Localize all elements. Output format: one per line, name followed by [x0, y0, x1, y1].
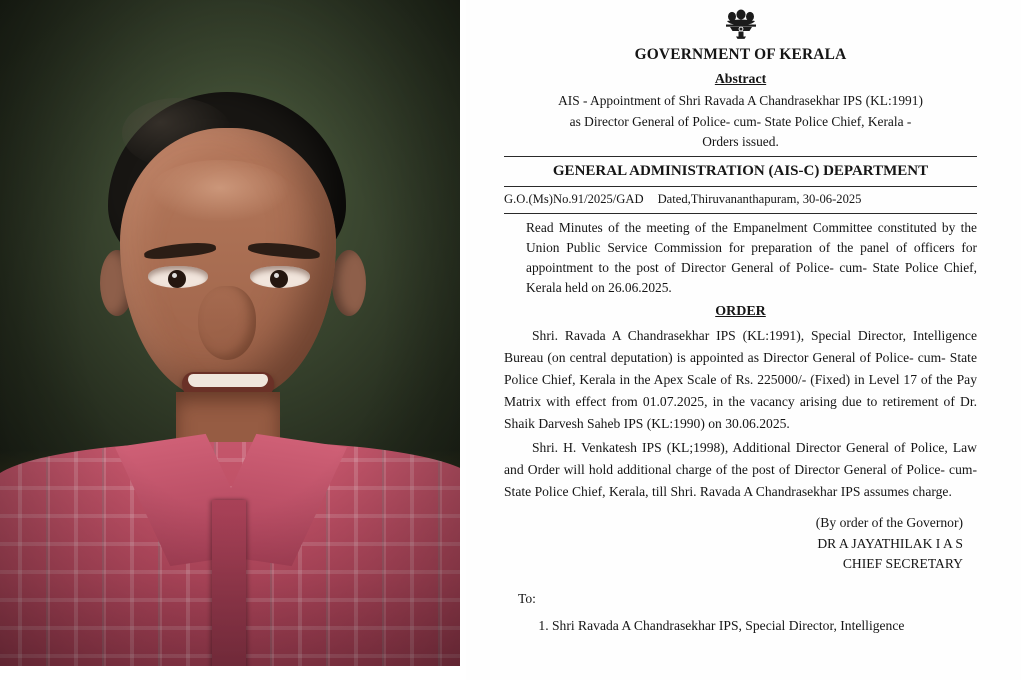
order-paragraph-1: Shri. Ravada A Chandrasekhar IPS (KL:1991), Special Director, Intelligence Bureau (on central deputation) is appointed as Director General of Police- cum- State Police Chief, Kerala in the Apex Scale of Rs. 225000/- (Fixed) in Level 17 of the Pay Matrix with effect from 01.07.2025, in the vacancy arising due to retirement of Dr. Shaik Darvesh Saheb IPS (KL:1990) on 30.06.2025.	[504, 328, 977, 432]
divider-top	[504, 156, 977, 157]
order-paragraph-2: Shri. H. Venkatesh IPS (KL;1998), Additional Director General of Police, Law and Order will hold additional charge of the post of Director General of Police- cum- State Police Chief, Kerala, till Shri. Ravada A Chandrasekhar IPS assumes charge.	[504, 440, 977, 500]
abstract-line-2: as Director General of Police- cum- State Police Chief, Kerala -	[569, 113, 912, 129]
department-heading: GENERAL ADMINISTRATION (AIS-C) DEPARTMENT	[552, 162, 929, 179]
go-date: Dated,Thiruvananthapuram, 30-06-2025	[657, 192, 862, 207]
abstract-line-3: Orders issued.	[702, 133, 779, 149]
signature-line-3: CHIEF SECRETARY	[842, 556, 963, 572]
list-item: 1. Shri Ravada A Chandrasekhar IPS, Special Director, Intelligence	[552, 616, 977, 635]
officer-photo	[0, 0, 466, 680]
photo-bottom-margin	[0, 666, 466, 680]
read-block: Read Minutes of the meeting of the Empanelment Committee constituted by the Union Public Service Commission for preparation of the panel of officers for appointment to the post of Director General of Police- cum- State Police Chief, Kerala held on 26.06.2025.	[526, 219, 977, 296]
signature-block	[504, 513, 977, 574]
to-label: To:	[518, 590, 536, 606]
page-title: GOVERNMENT OF KERALA	[634, 46, 847, 63]
abstract-body	[504, 91, 977, 151]
emblem-of-india-icon	[504, 8, 977, 42]
order-heading: ORDER	[715, 304, 766, 320]
government-order-document	[466, 0, 1021, 680]
divider-below-department	[504, 186, 977, 187]
abstract-heading: Abstract	[714, 70, 767, 86]
go-number: G.O.(Ms)No.91/2025/GAD	[504, 192, 644, 207]
divider-below-go-number	[504, 213, 977, 214]
to-list	[504, 616, 977, 635]
signature-line-2: DR A JAYATHILAK I A S	[817, 535, 963, 551]
go-number-line	[504, 191, 977, 209]
abstract-line-1: AIS - Appointment of Shri Ravada A Chandrasekhar IPS (KL:1991)	[558, 93, 923, 109]
signature-line-1: (By order of the Governor)	[815, 515, 963, 531]
photo-vignette	[0, 0, 466, 680]
